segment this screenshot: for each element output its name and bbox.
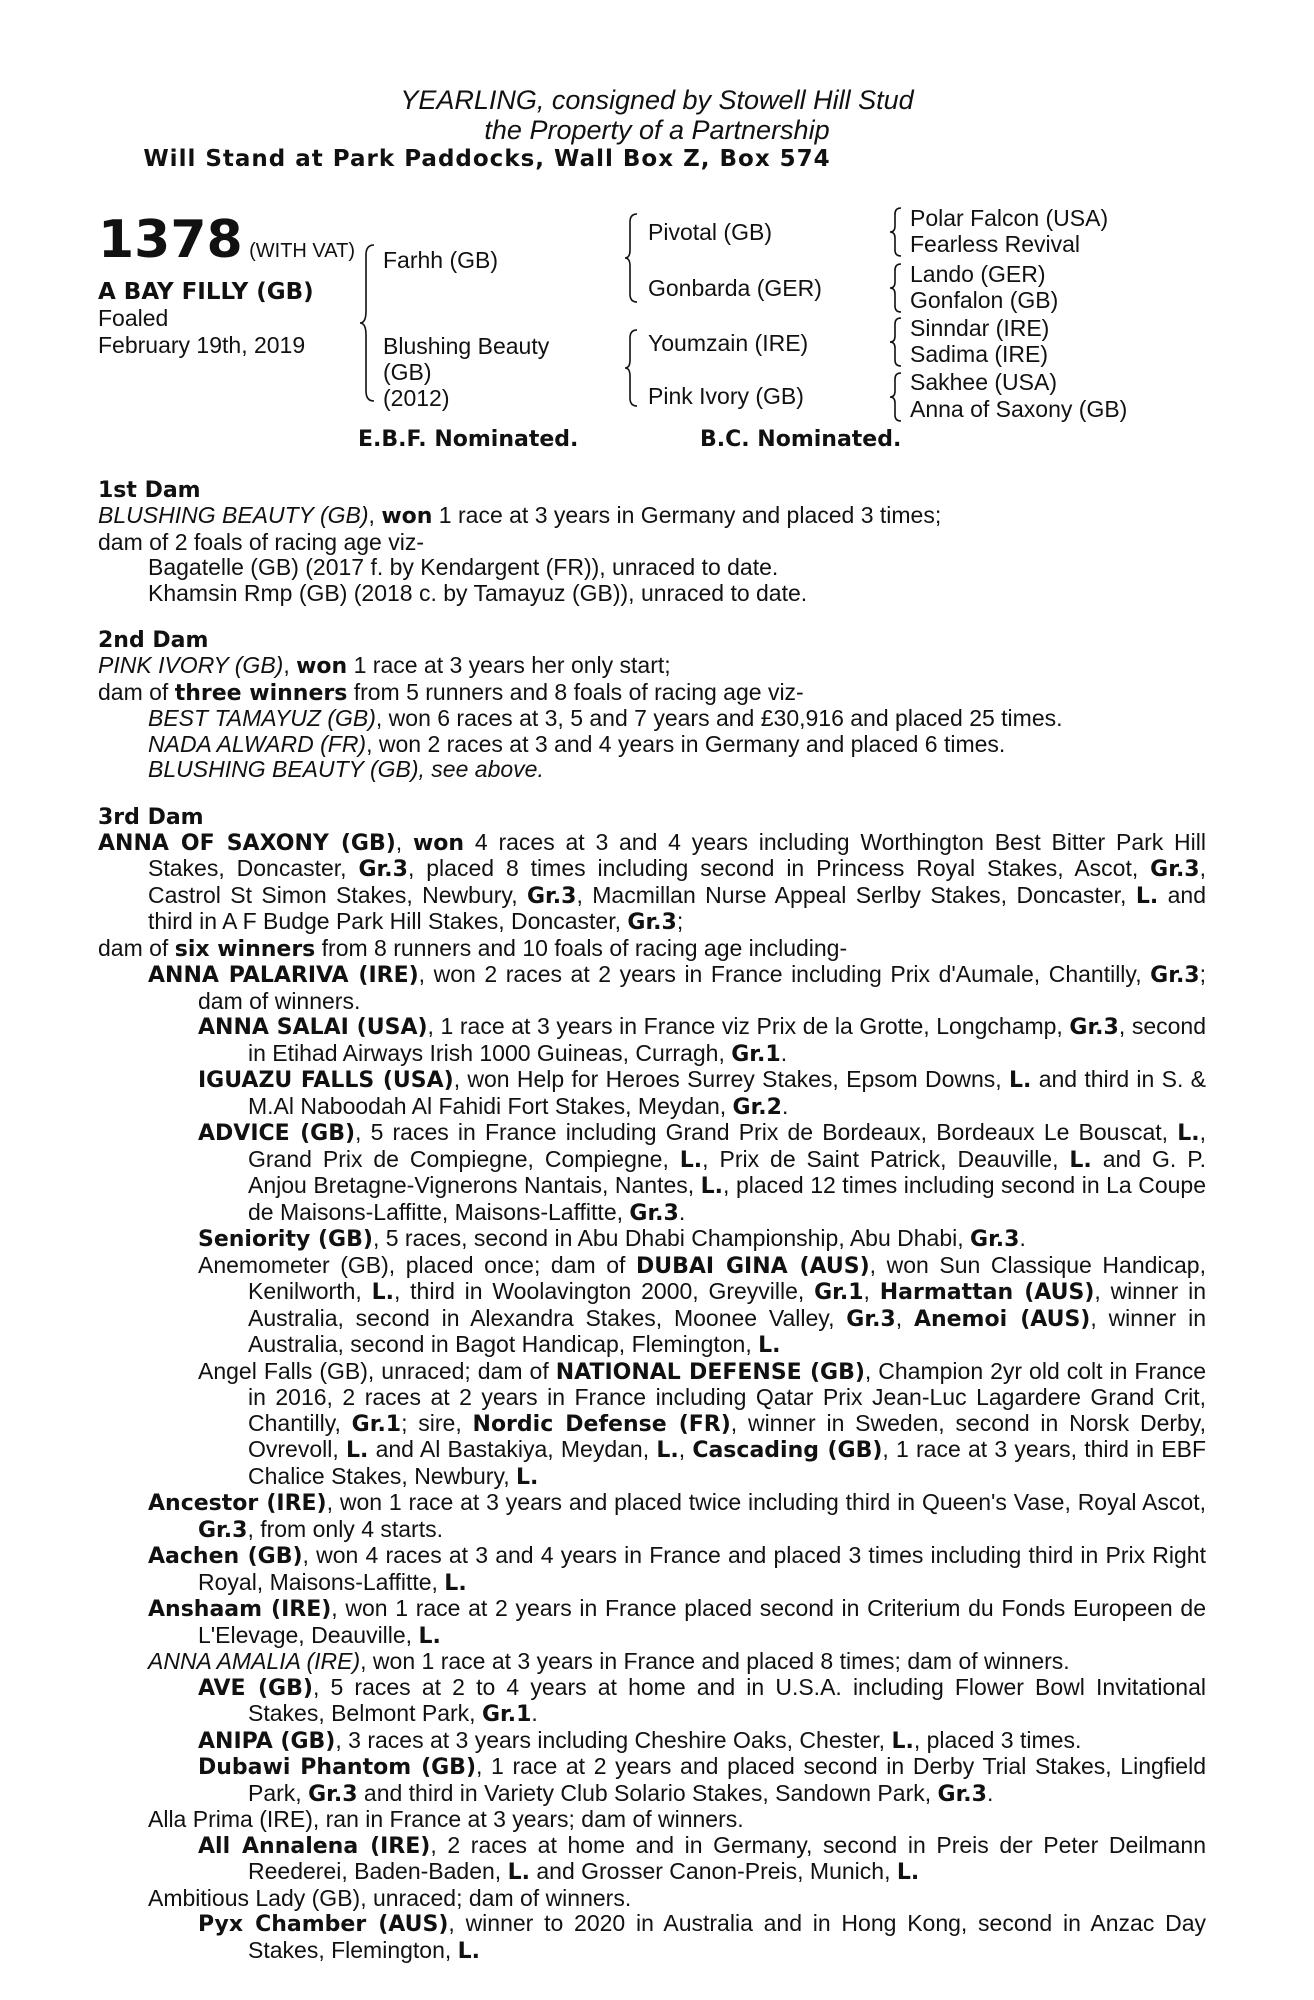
sire-sire: Pivotal (GB) (648, 219, 772, 245)
produce-ambitious-lady: Ambitious Lady (GB), unraced; dam of winners. (148, 1884, 632, 1911)
first-dam-produce-1: Bagatelle (GB) (2017 f. by Kendargent (FR)), unraced to date. (148, 554, 779, 580)
first-dam-heading: 1st Dam (98, 478, 201, 503)
foaled-label: Foaled (98, 305, 169, 331)
pedigree-brace-dam (625, 328, 641, 408)
produce-anna-palariva: ANNA PALARIVA (IRE), won 2 races at 2 years in France including Prix d'Aumale, Chantilly, Gr.3; dam of winners. (148, 961, 1206, 1014)
bc-nominated: B.C. Nominated. (700, 427, 902, 452)
second-dam-produce-2: NADA ALWARD (FR), won 2 races at 3 and 4 years in Germany and placed 6 times. (148, 730, 1006, 757)
dd-dam: Anna of Saxony (GB) (910, 396, 1128, 422)
produce-anna-amalia: ANNA AMALIA (IRE), won 1 race at 3 years in France and placed 8 times; dam of winners. (148, 1648, 1070, 1674)
produce-seniority: Seniority (GB), 5 races, second in Abu Dhabi Championship, Abu Dhabi, Gr.3. (198, 1225, 1026, 1252)
pedigree-brace-dd (890, 371, 904, 423)
dam-line-2: (GB) (383, 359, 432, 385)
ebf-nominated: E.B.F. Nominated. (358, 427, 579, 452)
dam-line-3: (2012) (383, 385, 450, 411)
sire-dam: Gonbarda (GER) (648, 275, 822, 301)
produce-pyx-chamber: Pyx Chamber (AUS), winner to 2020 in Australia and in Hong Kong, second in Anzac Day Stakes, Flemington, L. (198, 1910, 1206, 1964)
second-dam-heading: 2nd Dam (98, 628, 209, 653)
dam-sire: Youmzain (IRE) (648, 330, 809, 356)
dam-line-1: Blushing Beauty (383, 333, 550, 359)
ds-dam: Sadima (IRE) (910, 341, 1049, 367)
pedigree-brace-ss (890, 206, 904, 258)
pedigree-brace-sd (890, 262, 904, 314)
produce-anipa: ANIPA (GB), 3 races at 3 years including Cheshire Oaks, Chester, L., placed 3 times. (198, 1726, 1082, 1754)
third-dam-produce-intro: dam of six winners from 8 runners and 10 foals of racing age including- (98, 934, 848, 962)
produce-dubawi-phantom: Dubawi Phantom (GB), 1 race at 2 years and placed second in Derby Trial Stakes, Lingfield Park, Gr.3 and third in Variety Club Solario Stakes, Sandown Park, Gr.3. (198, 1753, 1206, 1807)
first-dam-produce-2: Khamsin Rmp (GB) (2018 c. by Tamayuz (GB)), unraced to date. (148, 579, 808, 606)
consignor-line: YEARLING, consigned by Stowell Hill Stud (400, 85, 914, 115)
ds-sire: Sinndar (IRE) (910, 315, 1050, 341)
horse-name: A BAY FILLY (GB) (98, 279, 314, 305)
produce-ave: AVE (GB), 5 races at 2 to 4 years at home and in U.S.A. including Flower Bowl Invitational Stakes, Belmont Park, Gr.1. (198, 1673, 1207, 1727)
pedigree-brace-ds (890, 316, 904, 368)
ss-sire: Polar Falcon (USA) (910, 205, 1109, 231)
lot-heading (98, 212, 355, 268)
produce-all-annalena: All Annalena (IRE), 2 races at home and in Germany, second in Preis der Peter Deilmann Reederei, Baden-Baden, L. and Grosser Canon-Preis, Munich, L. (198, 1831, 1207, 1885)
produce-ancestor: Ancestor (IRE), won 1 race at 3 years and placed twice including third in Queen's Vase, Royal Ascot, Gr.3, from only 4 starts. (148, 1489, 1206, 1543)
produce-advice: ADVICE (GB), 5 races in France including Grand Prix de Bordeaux, Bordeaux Le Bouscat, L., Grand Prix de Compiegne, Compiegne, L., Prix de Saint Patrick, Deauville, L. and G. P. Anjou Bretagne-Vignerons Nantais, Nantes, L., placed 12 times including second in La Coupe de Maisons-Laffitte, Maisons-Laffitte, Gr.3. (198, 1119, 1206, 1226)
sire: Farhh (GB) (383, 247, 499, 273)
sd-dam: Gonfalon (GB) (910, 287, 1059, 313)
produce-aachen: Aachen (GB), won 4 races at 3 and 4 years in France and placed 3 times including third in Prix Right Royal, Maisons-Laffitte, L. (148, 1542, 1206, 1596)
second-dam-produce-3: BLUSHING BEAUTY (GB), see above. (148, 756, 544, 782)
sd-sire: Lando (GER) (910, 261, 1046, 287)
produce-anna-salai: ANNA SALAI (USA), 1 race at 3 years in France viz Prix de la Grotte, Longchamp, Gr.3, second in Etihad Airways Irish 1000 Guineas, Curragh, Gr.1. (198, 1013, 1206, 1067)
second-dam-produce-intro: dam of three winners from 5 runners and 8 foals of racing age viz- (98, 678, 804, 706)
first-dam-produce-intro: dam of 2 foals of racing age viz- (98, 528, 424, 555)
vat-note: (WITH VAT) (249, 240, 356, 262)
pedigree-brace-main (360, 243, 380, 403)
property-line: the Property of a Partnership (484, 115, 830, 145)
produce-alla-prima: Alla Prima (IRE), ran in France at 3 years; dam of winners. (148, 1806, 744, 1832)
dam-dam: Pink Ivory (GB) (648, 383, 804, 409)
foaled-date: February 19th, 2019 (98, 332, 306, 358)
produce-anshaam: Anshaam (IRE), won 1 race at 2 years in France placed second in Criterium du Fonds Europeen de L'Elevage, Deauville, L. (148, 1595, 1206, 1649)
produce-anemometer: Anemometer (GB), placed once; dam of DUBAI GINA (AUS), won Sun Classique Handicap, Kenilworth, L., third in Woolavington 2000, Greyville, Gr.1, Harmattan (AUS), winner in Australia, second in Alexandra Stakes, Moonee Valley, Gr.3, Anemoi (AUS), winner in Australia, second in Bagot Handicap, Flemington, L. (198, 1251, 1207, 1358)
catalogue-body (98, 478, 1206, 1964)
third-dam-record: ANNA OF SAXONY (GB), won 4 races at 3 and 4 years including Worthington Best Bitter Park Hill Stakes, Doncaster, Gr.3, placed 8 times including second in Princess Royal Stakes, Ascot, Gr.3, Castrol St Simon Stakes, Newbury, Gr.3, Macmillan Nurse Appeal Serlby Stakes, Doncaster, L. and third in A F Budge Park Hill Stakes, Doncaster, Gr.3; (98, 828, 1206, 935)
lot-number: 1378 (98, 210, 243, 270)
produce-angel-falls: Angel Falls (GB), unraced; dam of NATIONAL DEFENSE (GB), Champion 2yr old colt in France in 2016, 2 races at 2 years in France including Qatar Prix Jean-Luc Lagardere Grand Crit, Chantilly, Gr.1; sire, Nordic Defense (FR), winner in Sweden, second in Norsk Derby, Ovrevoll, L. and Al Bastakiya, Meydan, L., Cascading (GB), 1 race at 3 years, third in EBF Chalice Stakes, Newbury, L. (198, 1357, 1207, 1490)
third-dam-heading: 3rd Dam (98, 804, 204, 830)
ss-dam: Fearless Revival (910, 231, 1080, 257)
produce-iguazu-falls: IGUAZU FALLS (USA), won Help for Heroes Surrey Stakes, Epsom Downs, L. and third in S. & M.Al Naboodah Al Fahidi Fort Stakes, Meydan, Gr.2. (198, 1066, 1206, 1120)
second-dam-line: PINK IVORY (GB), won 1 race at 3 years her only start; (98, 652, 671, 679)
dd-sire: Sakhee (USA) (910, 369, 1058, 395)
first-dam-line: BLUSHING BEAUTY (GB), won 1 race at 3 years in Germany and placed 3 times; (98, 502, 942, 529)
pedigree-brace-sire (625, 212, 641, 304)
second-dam-produce-1: BEST TAMAYUZ (GB), won 6 races at 3, 5 and 7 years and £30,916 and placed 25 times. (148, 705, 1063, 731)
stand-location-line: Will Stand at Park Paddocks, Wall Box Z, Box 574 (143, 146, 831, 172)
